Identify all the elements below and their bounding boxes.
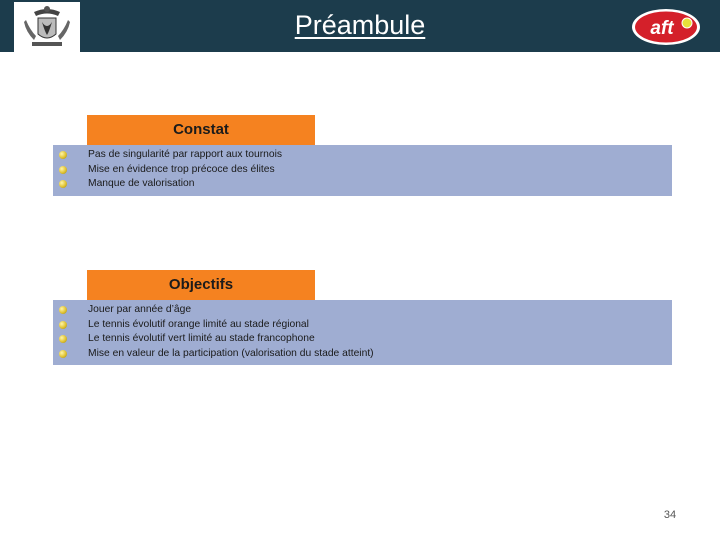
bullet-icon — [59, 151, 67, 159]
list-item — [53, 163, 672, 178]
page-title: Préambule — [294, 10, 426, 40]
list-item-text: Jouer par année d’âge — [88, 304, 192, 315]
list-item-text: Mise en évidence trop précoce des élites — [88, 163, 275, 175]
list-item-text: Pas de singularité par rapport aux tournois — [88, 149, 283, 160]
list-item — [53, 318, 672, 333]
aft-logo-text: aft — [650, 18, 674, 39]
bullet-icon — [59, 306, 67, 314]
list-item — [53, 332, 672, 347]
list-item — [53, 347, 672, 362]
section-heading-objectifs: Objectifs — [87, 270, 315, 300]
constat-panel — [53, 145, 672, 196]
constat-list — [53, 148, 672, 192]
header-bar — [0, 0, 720, 52]
objectifs-panel — [53, 300, 672, 365]
section-heading-constat: Constat — [87, 115, 315, 145]
bullet-icon — [59, 180, 67, 188]
list-item — [53, 303, 672, 318]
bullet-icon — [59, 166, 67, 174]
bullet-icon — [59, 335, 67, 343]
page-number: 34 — [663, 509, 677, 521]
list-item — [53, 148, 672, 163]
bullet-icon — [59, 350, 67, 358]
objectifs-list — [53, 303, 672, 361]
list-item-text: Le tennis évolutif orange limité au stade régional — [88, 318, 309, 330]
aft-logo — [631, 8, 701, 46]
list-item — [53, 177, 672, 192]
list-item-text: Mise en valeur de la participation (valorisation du stade atteint) — [88, 347, 374, 359]
bullet-icon — [59, 321, 67, 329]
list-item-text: Le tennis évolutif vert limité au stade francophone — [88, 333, 315, 344]
list-item-text: Manque de valorisation — [88, 178, 195, 189]
